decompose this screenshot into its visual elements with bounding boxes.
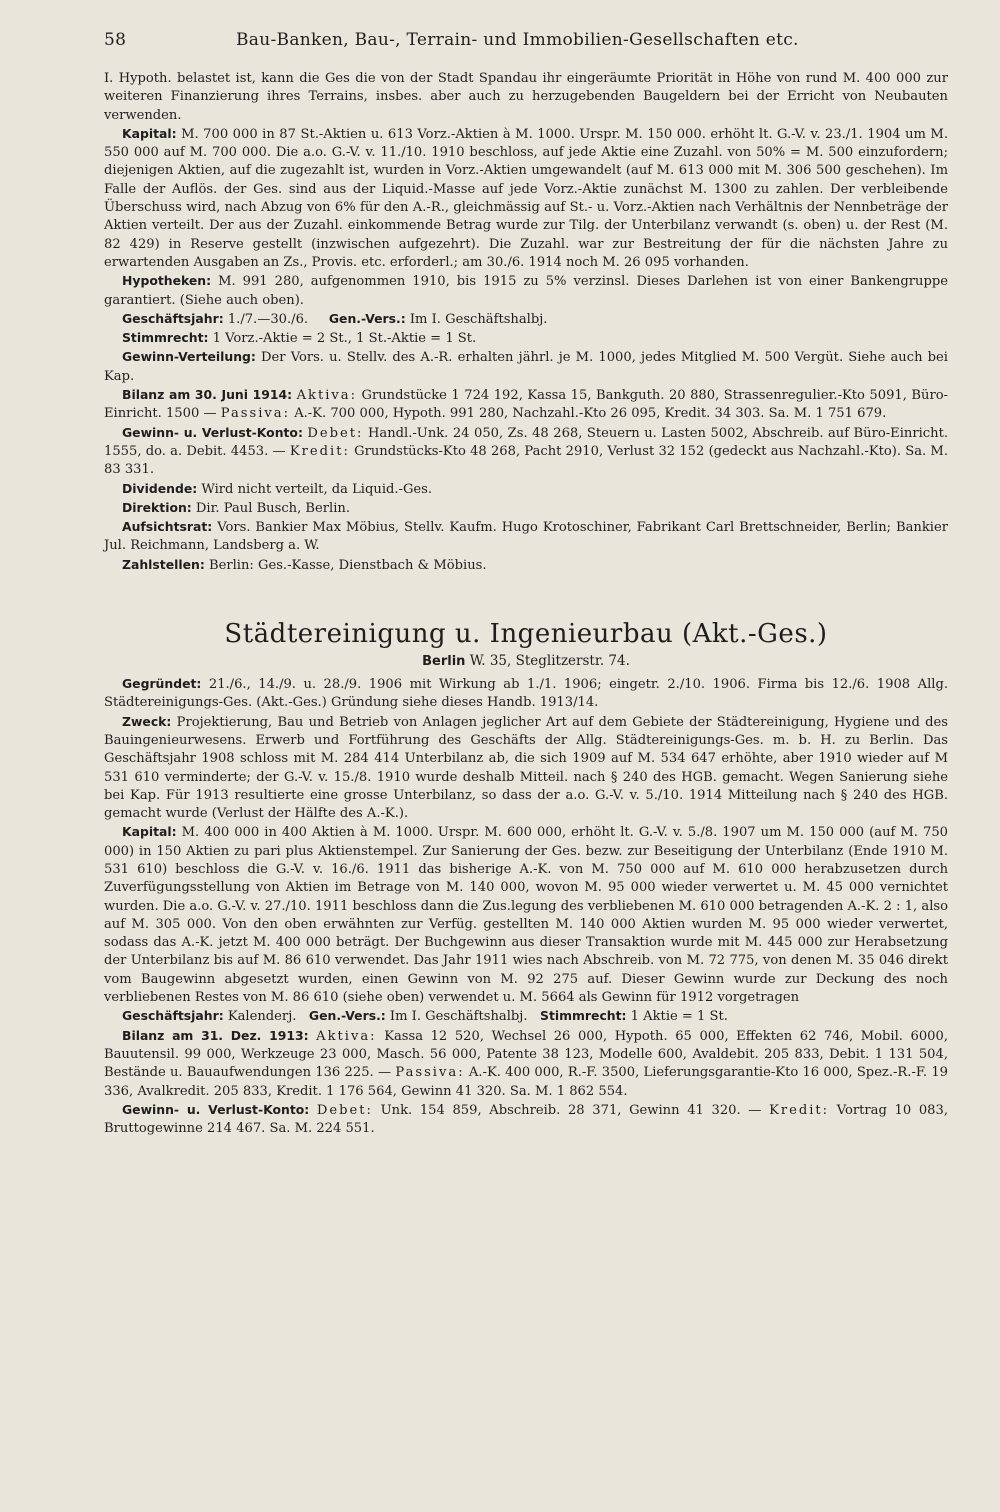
kapital-label: Kapital: xyxy=(122,125,177,141)
entry1-stimmrecht xyxy=(104,329,948,348)
guv-debet-text: Handl.-Unk. 24 050, Zs. 48 268, Steuern u. Lasten 5002, Abschreib. auf Büro-Einricht. 1555, do. a. Debit. 4453. — xyxy=(104,425,948,459)
geschaeftsjahr-text: Kalenderj. xyxy=(227,1009,297,1025)
entry1-direktion xyxy=(104,499,948,518)
company-address xyxy=(104,653,948,669)
genvers-label: Gen.-Vers.: xyxy=(308,1008,386,1024)
entry1-zahlstellen xyxy=(104,556,948,575)
stimmrecht-text: 1 Aktie = 1 St. xyxy=(630,1009,728,1025)
kapital-text: M. 700 000 in 87 St.-Aktien u. 613 Vorz.-Aktien à M. 1000. Urspr. M. 150 000. erhöht lt. G.-V. v. 23./1. 1904 um M. 550 000 auf M. 700 000. Die a.o. G.-V. v. 11./10. 1910 beschloss, auf jede Aktie eine Zuzahl. von 50% = M. 500 einzufordern; diejenigen Aktien, auf die zugezahlt ist, wurden in Vorz.-Aktien umgewandelt (auf M. 613 000 mit M. 306 500 geschehen). Im Falle der Auflös. der Ges. sind aus der Liquid.-Masse auf jede Vorz.-Aktie zunächst M. 1300 zu zahlen. Der verbleibende Überschuss wird, nach Abzug von 6% für den A.-R., gleichmässig auf St.- u. Vorz.-Aktien nach Verhältnis der Nennbeträge der Aktien verteilt. Der aus der Zuzahl. einkommende Betrag wurde zur Tilg. der Unterbilanz verwandt (s. oben) u. der Rest (M. 82 429) in Reserve gestellt (inzwischen aufgezehrt). Die Zuzahl. war zur Bestreitung der für die nächsten Jahre zu erwartenden Ausgaben an Zs., Provis. etc. erforderl.; am 30./6. 1914 noch M. 26 095 vorhanden. xyxy=(104,126,948,270)
guv-label: Gewinn- u. Verlust-Konto: xyxy=(122,1101,310,1117)
company-street: W. 35, Steglitzerstr. 74. xyxy=(469,653,630,670)
entry1-aufsichtsrat xyxy=(104,518,948,556)
passiva-label: Passiva: xyxy=(395,1065,465,1081)
entry1-hypotheken xyxy=(104,272,948,310)
dividende-text: Wird nicht verteilt, da Liquid.-Ges. xyxy=(201,481,433,497)
dividende-label: Dividende: xyxy=(122,480,198,496)
geschaeftsjahr-text: 1./7.—30./6. xyxy=(227,311,309,327)
gegruendet-text: 21./6., 14./9. u. 28./9. 1906 mit Wirkung ab 1./1. 1906; eingetr. 2./10. 1906. Firma bis 12./6. 1908 Allg. Städtereinigungs-Ges. (Akt.-Ges.) Gründung siehe dieses Handb. 1913/14. xyxy=(104,677,948,711)
aufsichtsrat-label: Aufsichtsrat: xyxy=(122,519,213,535)
direktion-text: Dir. Paul Busch, Berlin. xyxy=(195,500,351,516)
aktiva-label: Aktiva: xyxy=(316,1028,377,1044)
hypotheken-text: M. 991 280, aufgenommen 1910, bis 1915 zu 5% verzinsl. Dieses Darlehen ist von einer Bankengruppe garantiert. (Siehe auch oben). xyxy=(104,274,948,308)
entry1-gewinnverteilung xyxy=(104,348,948,386)
bilanz-label: Bilanz am 30. Juni 1914: xyxy=(122,387,293,403)
direktion-label: Direktion: xyxy=(122,499,192,515)
zahlstellen-text: Berlin: Ges.-Kasse, Dienstbach & Möbius. xyxy=(208,557,487,573)
running-head xyxy=(104,22,948,56)
guv-kredit-text: Vortrag 10 083, Bruttogewinne 214 467. Sa. M. 224 551. xyxy=(104,1102,948,1137)
stimmrecht-label: Stimmrecht: xyxy=(122,330,209,346)
entry2-kapital xyxy=(104,823,948,1007)
debet-label: Debet: xyxy=(307,425,364,441)
kredit-label: Kredit: xyxy=(769,1102,830,1118)
geschaeftsjahr-label: Geschäftsjahr: xyxy=(122,1008,224,1024)
bilanz-aktiva-text: Grundstücke 1 724 192, Kassa 15, Bankguth. 20 880, Strassenregulier.-Kto 5091, Büro-Einricht. 1500 — xyxy=(104,388,949,422)
entry1-geschaeftsjahr xyxy=(104,310,948,329)
geschaeftsjahr-label: Geschäftsjahr: xyxy=(122,310,224,326)
gegruendet-label: Gegründet: xyxy=(122,676,202,692)
kapital-text: M. 400 000 in 400 Aktien à M. 1000. Urspr. M. 600 000, erhöht lt. G.-V. v. 5./8. 1907 um M. 150 000 (auf M. 750 000) in 150 Aktien zu pari plus Aktienstempel. Zur Sanierung der Ges. bezw. zur Beseitigung der Unterbilanz (Ende 1910 M. 531 610) beschloss die G.-V. v. 16./6. 1911 das bisherige A.-K. von M. 750 000 auf M. 610 000 herabzusetzen durch Zuverfügungsstellung von Aktien im Betrage von M. 140 000, wovon M. 95 000 wieder verwertet u. M. 45 000 vernichtet wurden. Die a.o. G.-V. v. 27./10. 1911 beschloss dann die Zus.legung des verbliebenen M. 610 000 betragenden A.-K. 2 : 1, also auf M. 305 000. Von den oben erwähnten zur Verfüg. gestellten M. 140 000 Aktien wurden M. 95 000 wieder verwertet, sodass das A.-K. jetzt M. 400 000 beträgt. Der Buchgewinn aus dieser Transaktion wurde mit M. 445 000 zur Herabsetzung der Unterbilanz bis auf M. 86 610 verwendet. Das Jahr 1911 wies nach Abschreib. von M. 72 775, von denen M. 35 046 direkt vom Baugewinn abgesetzt wurden, einen Gewinn von M. 92 275 auf. Dieser Gewinn wurde zur Deckung des noch verbliebenen Restes von M. 86 610 (siehe oben) verwendet u. M. 5664 als Gewinn für 1912 vorgetragen xyxy=(104,825,948,1006)
entry2-geschaeftsjahr xyxy=(104,1007,948,1026)
company-title: Städtereinigung u. Ingenieurbau (Akt.-Ges.) xyxy=(224,619,828,650)
genvers-text: Im I. Geschäftshalbj. xyxy=(389,1009,528,1025)
genvers-text: Im I. Geschäftshalbj. xyxy=(409,311,548,327)
genvers-label: Gen.-Vers.: xyxy=(328,310,406,326)
entry2-bilanz xyxy=(104,1027,948,1101)
kredit-label: Kredit: xyxy=(289,443,350,459)
zweck-text: Projektierung, Bau und Betrieb von Anlagen jeglicher Art auf dem Gebiete der Städtereinigung, Hygiene und des Bauingenieurwesens. Erwerb und Fortführung des Geschäfts der Allg. Städtereinigungs-Ges. m. b. H. zu Berlin. Das Geschäftsjahr 1908 schloss mit M. 284 414 Unterbilanz ab, die sich 1909 auf M. 534 647 erhöhte, aber 1910 wieder auf M 531 610 verminderte; der G.-V. v. 15./8. 1910 wurde deshalb Mitteil. nach § 240 des HGB. gemacht. Wegen Sanierung siehe bei Kap. Für 1913 resultierte eine grosse Unterbilanz, so dass der a.o. G.-V. v. 5./10. 1914 Mitteilung nach § 240 des HGB. gemacht wurde (Verlust der Hälfte des A.-K.). xyxy=(104,714,948,822)
debet-label: Debet: xyxy=(316,1102,373,1118)
company-city: Berlin xyxy=(422,654,466,670)
entry2-gegruendet xyxy=(104,675,948,713)
entry1-guv xyxy=(104,424,948,480)
gewinnverteilung-label: Gewinn-Verteilung: xyxy=(122,349,256,365)
gewinnverteilung-text: Der Vors. u. Stellv. des A.-R. erhalten jährl. je M. 1000, jedes Mitglied M. 500 Vergüt. Siehe auch bei Kap. xyxy=(104,350,948,384)
running-title: Bau-Banken, Bau-, Terrain- und Immobilien-Gesellschaften etc. xyxy=(236,30,799,50)
entry1-dividende xyxy=(104,480,948,499)
entry2-zweck xyxy=(104,713,948,824)
page-number: 58 xyxy=(104,30,127,50)
zweck-label: Zweck: xyxy=(122,713,172,729)
kapital-label: Kapital: xyxy=(122,824,177,840)
stimmrecht-text: 1 Vorz.-Aktie = 2 St., 1 St.-Aktie = 1 St. xyxy=(212,331,477,347)
stimmrecht-label: Stimmrecht: xyxy=(540,1008,627,1024)
entry1-bilanz xyxy=(104,386,948,424)
hypotheken-label: Hypotheken: xyxy=(122,273,212,289)
entry2-guv xyxy=(104,1101,948,1139)
bilanz-passiva-text: A.-K. 400 000, R.-F. 3500, Lieferungsgarantie-Kto 16 000, Spez.-R.-F. 19 336, Avalkredit. 205 833, Kredit. 1 176 564, Gewinn 41 320. Sa. M. 1 862 554. xyxy=(104,1065,949,1099)
guv-kredit-text: Grundstücks-Kto 48 268, Pacht 2910, Verlust 32 152 (gedeckt aus Nachzahl.-Kto). Sa. M. 83 331. xyxy=(104,443,948,478)
aktiva-label: Aktiva: xyxy=(296,388,358,404)
guv-debet-text: Unk. 154 859, Abschreib. 28 371, Gewinn 41 320. — xyxy=(380,1102,762,1118)
bilanz-label: Bilanz am 31. Dez. 1913: xyxy=(122,1027,309,1043)
bilanz-passiva-text: A.-K. 700 000, Hypoth. 991 280, Nachzahl.-Kto 26 095, Kredit. 34 303. Sa. M. 1 751 679. xyxy=(294,406,887,422)
zahlstellen-label: Zahlstellen: xyxy=(122,556,205,572)
passiva-label: Passiva: xyxy=(220,406,291,422)
entry1-kapital xyxy=(104,125,948,272)
aufsichtsrat-text: Vors. Bankier Max Möbius, Stellv. Kaufm. Hugo Krotoschiner, Fabrikant Carl Brettschneider, Berlin; Bankier Jul. Reichmann, Landsberg a. W. xyxy=(104,520,948,554)
entry1-intro: I. Hypoth. belastet ist, kann die Ges die von der Stadt Spandau ihr eingeräumte Priorität in Höhe von rund M. 400 000 zur weiteren Finanzierung ihres Terrains, insbes. aber auch zu herzugebenden Baugeldern bei der Erricht von Neubauten verwenden. xyxy=(104,71,948,123)
guv-label: Gewinn- u. Verlust-Konto: xyxy=(122,424,303,440)
bilanz-aktiva-text: Kassa 12 520, Wechsel 26 000, Hypoth. 65 000, Effekten 62 746, Mobil. 6000, Bauutensil. 99 000, Werkzeuge 23 000, Masch. 56 000, Patente 38 123, Modelle 600, Avaldebit. 205 833, Debit. 1 131 504, Bestände u. Bauaufwendungen 136 225. — xyxy=(104,1028,949,1081)
